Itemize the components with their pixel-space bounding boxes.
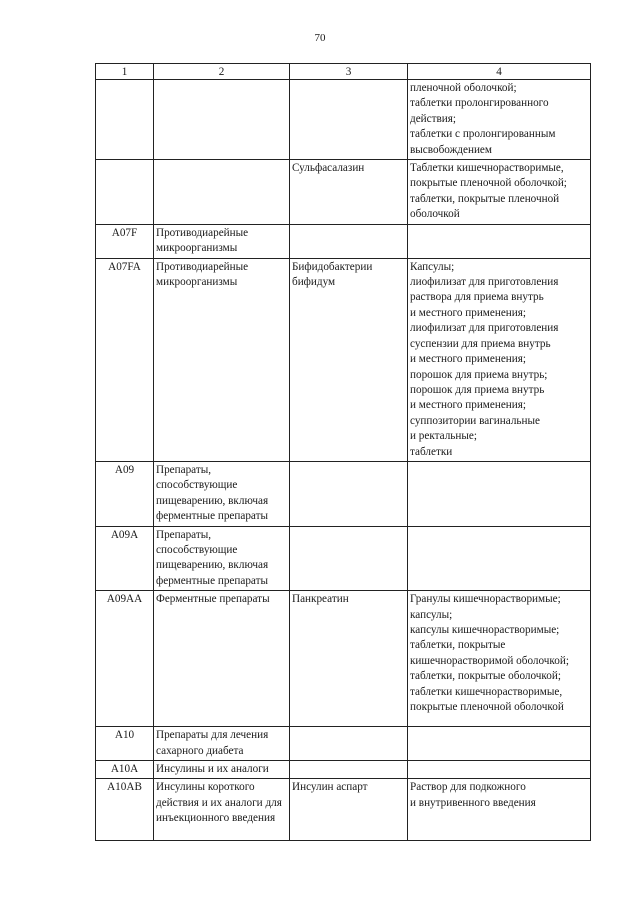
atc-code-cell: A09 — [96, 461, 154, 526]
atc-code-cell: A09A — [96, 526, 154, 591]
pharm-group-cell: Препараты, способствующие пищеварению, включая ферментные препараты — [154, 526, 290, 591]
table-row — [96, 779, 591, 841]
table-row — [96, 224, 591, 258]
pharm-group-cell: Ферментные препараты — [154, 591, 290, 727]
table-row — [96, 461, 591, 526]
pharm-group-cell: Препараты для лечения сахарного диабета — [154, 727, 290, 761]
dosage-forms-cell: Раствор для подкожного и внутривенного введения — [408, 779, 591, 841]
table-row — [96, 727, 591, 761]
table-row — [96, 160, 591, 225]
dosage-forms-cell — [408, 761, 591, 779]
table-header-row — [96, 64, 591, 80]
dosage-forms-cell — [408, 526, 591, 591]
pharm-group-cell: Противодиарейные микроорганизмы — [154, 224, 290, 258]
drug-name-cell: Панкреатин — [290, 591, 408, 727]
drug-name-cell — [290, 727, 408, 761]
drug-name-cell — [290, 224, 408, 258]
dosage-forms-cell: Таблетки кишечнорастворимые, покрытые пленочной оболочкой; таблетки, покрытые пленочной оболочкой — [408, 160, 591, 225]
dosage-forms-cell: Капсулы; лиофилизат для приготовления раствора для приема внутрь и местного применения; лиофилизат для приготовления суспензии для приема внутрь и местного применения; порошок для приема внутрь; порошок для приема внутрь и местного применения; суппозитории вагинальные и ректальные; таблетки — [408, 258, 591, 461]
atc-code-cell: A09AA — [96, 591, 154, 727]
page-number: 70 — [314, 32, 326, 44]
table-row — [96, 591, 591, 727]
dosage-forms-cell: Гранулы кишечнорастворимые; капсулы; капсулы кишечнорастворимые; таблетки, покрытые кишечнорастворимой оболочкой; таблетки, покрытые оболочкой; таблетки кишечнорастворимые, покрытые пленочной оболочкой — [408, 591, 591, 727]
drug-name-cell — [290, 80, 408, 160]
dosage-forms-cell — [408, 224, 591, 258]
header-col-2: 2 — [154, 64, 290, 80]
table-row — [96, 80, 591, 160]
pharm-group-cell — [154, 80, 290, 160]
drug-name-cell — [290, 526, 408, 591]
pharm-group-cell: Инсулины короткого действия и их аналоги для инъекционного введения — [154, 779, 290, 841]
table-row — [96, 526, 591, 591]
header-col-4: 4 — [408, 64, 591, 80]
atc-code-cell: A07FA — [96, 258, 154, 461]
header-col-1: 1 — [96, 64, 154, 80]
atc-code-cell: A10A — [96, 761, 154, 779]
atc-code-cell: A10AB — [96, 779, 154, 841]
pharm-group-cell: Препараты, способствующие пищеварению, включая ферментные препараты — [154, 461, 290, 526]
drug-name-cell: Бифидобактерии бифидум — [290, 258, 408, 461]
dosage-forms-cell: пленочной оболочкой; таблетки пролонгированного действия; таблетки с пролонгированным высвобождением — [408, 80, 591, 160]
drug-name-cell — [290, 461, 408, 526]
atc-code-cell: A07F — [96, 224, 154, 258]
dosage-forms-cell — [408, 727, 591, 761]
drug-table — [95, 63, 591, 841]
atc-code-cell — [96, 80, 154, 160]
drug-name-cell — [290, 761, 408, 779]
atc-code-cell: A10 — [96, 727, 154, 761]
pharm-group-cell — [154, 160, 290, 225]
drug-name-cell: Инсулин аспарт — [290, 779, 408, 841]
pharm-group-cell: Противодиарейные микроорганизмы — [154, 258, 290, 461]
atc-code-cell — [96, 160, 154, 225]
table-row — [96, 258, 591, 461]
dosage-forms-cell — [408, 461, 591, 526]
header-col-3: 3 — [290, 64, 408, 80]
drug-name-cell: Сульфасалазин — [290, 160, 408, 225]
pharm-group-cell: Инсулины и их аналоги — [154, 761, 290, 779]
table-row — [96, 761, 591, 779]
